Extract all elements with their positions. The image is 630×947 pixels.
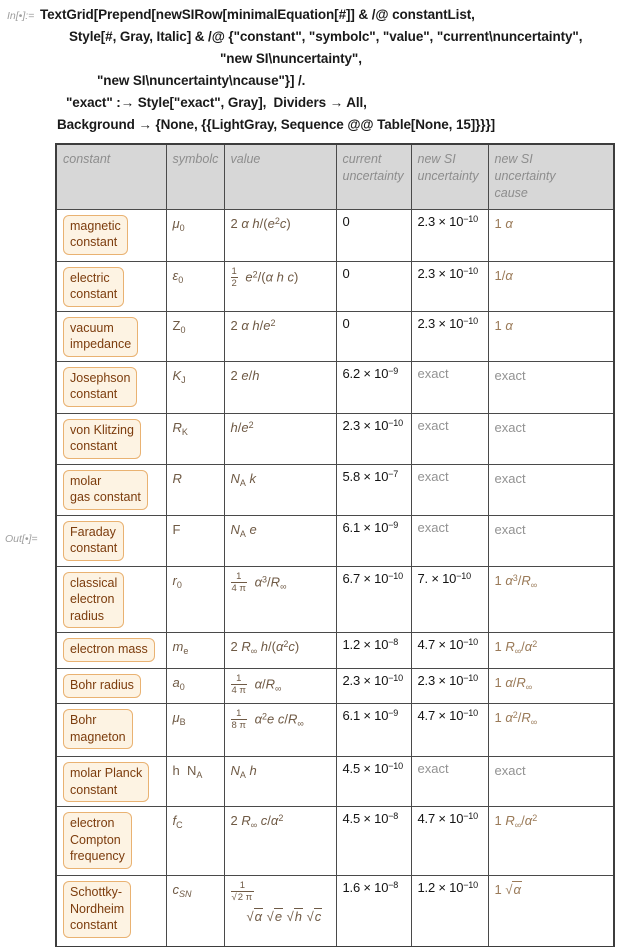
constant-cell [56, 311, 166, 361]
table-row [56, 876, 614, 947]
constant-cell [56, 704, 166, 757]
symbol-cell: R [166, 464, 224, 515]
code-line[interactable]: "new SI\nuncertainty\ncause"}] /. [97, 73, 306, 88]
uncertainty-cause-cell: 1 $\alpha/R_\infty$ [488, 669, 614, 704]
uncertainty-cause-cell: 1 α [488, 311, 614, 361]
uncertainty-cause-cell: 1 $\alpha^2/R_\infty$ [488, 704, 614, 757]
current-uncertainty-cell: $6.1 \times 10^{-9}$ [336, 515, 411, 566]
value-cell: $\frac{1}{4 \pi}$ $\alpha^3/R_\infty$ [224, 566, 336, 633]
value-cell: 2 $R_\infty$ $h/(\alpha^2c)$ [224, 633, 336, 669]
symbol-cell: $c_{SN}$ [166, 876, 224, 947]
value-cell: 2 $R_\infty$ $c/\alpha^2$ [224, 807, 336, 876]
value-cell: $\frac{1}{2}$ $e^2/(\alpha$ h c) [224, 261, 336, 311]
constant-cell [56, 361, 166, 413]
symbol-cell: $K_J$ [166, 361, 224, 413]
entity-pill[interactable]: Josephson constant [63, 367, 137, 407]
entity-pill[interactable]: Faraday constant [63, 521, 124, 561]
symbol-cell: $m_e$ [166, 633, 224, 669]
constant-cell [56, 566, 166, 633]
entity-pill[interactable]: electron Compton frequency [63, 812, 132, 869]
constant-cell [56, 757, 166, 807]
entity-pill[interactable]: von Klitzing constant [63, 419, 141, 459]
entity-pill[interactable]: molar gas constant [63, 470, 148, 510]
table-row [56, 209, 614, 261]
current-uncertainty-cell: $2.3 \times 10^{-10}$ [336, 669, 411, 704]
symbol-cell: $\mu_B$ [166, 704, 224, 757]
entity-pill[interactable]: Schottky- Nordheim constant [63, 881, 131, 938]
constant-cell [56, 464, 166, 515]
entity-pill[interactable]: magnetic constant [63, 215, 128, 255]
table-row [56, 464, 614, 515]
uncertainty-cause-cell: 1 $R_\infty/\alpha^2$ [488, 807, 614, 876]
value-cell: $N_A$ e [224, 515, 336, 566]
new-si-uncertainty-cell: $2.3 \times 10^{-10}$ [411, 261, 488, 311]
current-uncertainty-cell: $1.6 \times 10^{-8}$ [336, 876, 411, 947]
entity-pill[interactable]: Bohr radius [63, 674, 141, 698]
current-uncertainty-cell: 0 [336, 261, 411, 311]
symbol-cell: $R_K$ [166, 413, 224, 464]
symbol-cell: $\mu_0$ [166, 209, 224, 261]
entity-pill[interactable]: Bohr magneton [63, 709, 133, 749]
table-row [56, 261, 614, 311]
table-row [56, 515, 614, 566]
table-row [56, 669, 614, 704]
table-row [56, 757, 614, 807]
table-row [56, 633, 614, 669]
header-value: value [224, 144, 336, 209]
value-cell: $\frac{1}{8 \pi}$ $\alpha^2e$ $c/R_\infty$ [224, 704, 336, 757]
uncertainty-cause-cell: 1 √α [488, 876, 614, 947]
value-cell: 2 α $h/e^2$ [224, 311, 336, 361]
current-uncertainty-cell: $5.8 \times 10^{-7}$ [336, 464, 411, 515]
new-si-uncertainty-cell: $2.3 \times 10^{-10}$ [411, 669, 488, 704]
new-si-uncertainty-cell: 7. × $10^{-10}$ [411, 566, 488, 633]
new-si-uncertainty-cell: $1.2 \times 10^{-10}$ [411, 876, 488, 947]
uncertainty-cause-cell: 1 $\alpha^3/R_\infty$ [488, 566, 614, 633]
new-si-uncertainty-cell: exact [411, 515, 488, 566]
header-new-si-uncertainty: new SI uncertainty [411, 144, 488, 209]
value-cell: $\frac{1}{√2 \pi}$ √α √e √h √c [224, 876, 336, 947]
new-si-uncertainty-cell: $4.7 \times 10^{-10}$ [411, 807, 488, 876]
new-si-uncertainty-cell: $4.7 \times 10^{-10}$ [411, 633, 488, 669]
uncertainty-cause-cell: 1 α [488, 209, 614, 261]
table-row [56, 413, 614, 464]
new-si-uncertainty-cell: exact [411, 464, 488, 515]
new-si-uncertainty-cell: exact [411, 757, 488, 807]
symbol-cell: $Z_0$ [166, 311, 224, 361]
table-row [56, 361, 614, 413]
constant-cell [56, 261, 166, 311]
header-symbolc: symbolc [166, 144, 224, 209]
constants-table [55, 143, 615, 947]
code-line[interactable]: Style[#, Gray, Italic] & /@ {"constant", "symbolc", "value", "current\nuncertainty", [69, 29, 583, 44]
entity-pill[interactable]: vacuum impedance [63, 317, 138, 357]
constant-cell [56, 209, 166, 261]
constant-cell [56, 669, 166, 704]
value-cell: $h/e^2$ [224, 413, 336, 464]
value-cell: 2 e/h [224, 361, 336, 413]
header-current-uncertainty: current uncertainty [336, 144, 411, 209]
current-uncertainty-cell: 0 [336, 209, 411, 261]
symbol-cell: $a_0$ [166, 669, 224, 704]
current-uncertainty-cell: $4.5 \times 10^{-8}$ [336, 807, 411, 876]
value-cell: $\frac{1}{4 \pi}$ $\alpha/R_\infty$ [224, 669, 336, 704]
symbol-cell: $r_0$ [166, 566, 224, 633]
code-line[interactable]: Background → {None, {{LightGray, Sequence @@ Table[None, 15]}}}] [57, 117, 496, 132]
entity-pill[interactable]: classical electron radius [63, 572, 124, 629]
new-si-uncertainty-cell: $2.3 \times 10^{-10}$ [411, 311, 488, 361]
value-cell: $N_A$ h [224, 757, 336, 807]
constant-cell [56, 413, 166, 464]
value-cell: 2 α $h/(e^2c)$ [224, 209, 336, 261]
constant-cell [56, 633, 166, 669]
entity-pill[interactable]: electron mass [63, 638, 155, 662]
output-cell-label: Out[•]= [5, 533, 38, 545]
header-constant: constant [56, 144, 166, 209]
table-row [56, 566, 614, 633]
current-uncertainty-cell: $4.5 \times 10^{-10}$ [336, 757, 411, 807]
uncertainty-cause-cell: exact [488, 464, 614, 515]
uncertainty-cause-cell: exact [488, 757, 614, 807]
table-row [56, 807, 614, 876]
table-row [56, 311, 614, 361]
uncertainty-cause-cell: exact [488, 361, 614, 413]
constant-cell [56, 515, 166, 566]
uncertainty-cause-cell: 1 $R_\infty/\alpha^2$ [488, 633, 614, 669]
current-uncertainty-cell: 0 [336, 311, 411, 361]
current-uncertainty-cell: $6.1 \times 10^{-9}$ [336, 704, 411, 757]
new-si-uncertainty-cell: $4.7 \times 10^{-10}$ [411, 704, 488, 757]
current-uncertainty-cell: $6.7 \times 10^{-10}$ [336, 566, 411, 633]
symbol-cell: $f_C$ [166, 807, 224, 876]
code-line[interactable]: "new SI\nuncertainty", [220, 51, 362, 66]
symbol-cell: h $N_A$ [166, 757, 224, 807]
table-row [56, 704, 614, 757]
new-si-uncertainty-cell: exact [411, 413, 488, 464]
input-cell-label: In[•]:= [7, 10, 35, 22]
header-uncertainty-cause: new SI uncertainty cause [488, 144, 614, 209]
entity-pill[interactable]: electric constant [63, 267, 124, 307]
current-uncertainty-cell: $6.2 \times 10^{-9}$ [336, 361, 411, 413]
symbol-cell: F [166, 515, 224, 566]
new-si-uncertainty-cell: exact [411, 361, 488, 413]
value-cell: $N_A$ k [224, 464, 336, 515]
uncertainty-cause-cell: exact [488, 413, 614, 464]
current-uncertainty-cell: $1.2 \times 10^{-8}$ [336, 633, 411, 669]
entity-pill[interactable]: molar Planck constant [63, 762, 149, 802]
code-line[interactable]: TextGrid[Prepend[newSIRow[minimalEquation[#]] & /@ constantList, [40, 7, 475, 22]
current-uncertainty-cell: $2.3 \times 10^{-10}$ [336, 413, 411, 464]
uncertainty-cause-cell: 1/α [488, 261, 614, 311]
constant-cell [56, 807, 166, 876]
uncertainty-cause-cell: exact [488, 515, 614, 566]
new-si-uncertainty-cell: $2.3 \times 10^{-10}$ [411, 209, 488, 261]
code-line[interactable]: "exact" :→ Style["exact", Gray], Dividers → All, [66, 95, 367, 110]
header-row [56, 144, 614, 209]
constant-cell [56, 876, 166, 947]
symbol-cell: $\varepsilon_0$ [166, 261, 224, 311]
